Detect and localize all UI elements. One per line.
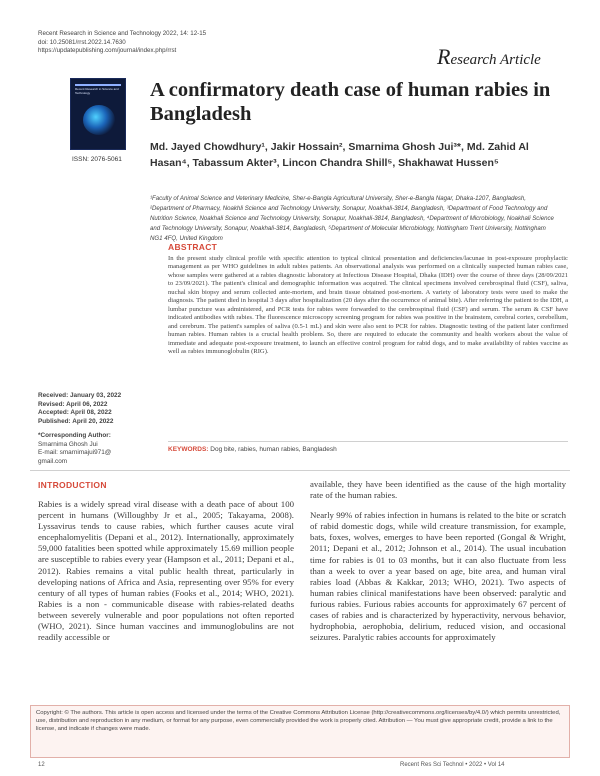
keywords xyxy=(168,446,568,453)
author-list: Md. Jayed Chowdhury¹, Jakir Hossain², Smarnima Ghosh Jui³*, Md. Zahid Al Hasan⁴, Tabassum Akter³, Lincon Chandra Shill⁵, Shakhawat Hussen⁵ xyxy=(150,141,529,169)
journal-cover-image xyxy=(70,78,126,150)
keywords-divider xyxy=(168,441,568,442)
received-date: Received: January 03, 2022 xyxy=(38,392,122,399)
corresponding-email[interactable]: E-mail: smarnimajui971@ gmail.com xyxy=(38,449,112,466)
introduction-heading: INTRODUCTION xyxy=(38,480,107,490)
corresponding-author xyxy=(38,432,138,467)
abstract-text: In the present study clinical profile with specific attention to typical clinical presentation and deficiencies/lacunae in post-exposure prophylactic management as per WHO guidelines in adult rabies patients. An observational analysis was performed on a clinically suspected human rabies case, whose samples were gathered at a rabies diagnostic laboratory at Infectious Disease Hospital, Dhaka (IDH) over the course of three days (28/09/2021 to 23/09/2021). The patient's clinical and demographic information was acquired. The clinical specimens involved cerebrospinal fluid (CSF), saliva, nuchal skin biopsy and serum collected ante-mortem, and brain tissue obtained post-mortem. A variety of laboratory tests were used to make the diagnosis. The patient died in hospital 3 days after hospitalization (20 days after the occurrence of animal bite). After referring the patient to the IDH, a lumbar puncture was administered, and PCR tests for rabies were forwarded to the cerebrospinal fluid (CSF) and serum. The serum & CSF have indicated antibodies with rabies. The fluorescence microscopy screening program for rabies was positive in the brainstem, cerebral cortex, cerebellum, and cerebrum. The patient's samples of saliva (0.5-1 mL) and skin were also sent to PCR for rabies. Diagnostic testing of the patient later confirmed human rabies. Human rabies is a crucial health problem. So, there are required to educate the community and health workers about the value of immediate and adequate post-exposure treatment, to launch an effective control program for rabid dogs, and to make availability of rabies vaccine as well as rabies immunoglobulin (RIG). xyxy=(168,255,568,355)
doi: doi: 10.25081/rrst.2022.14.7630 xyxy=(38,38,126,46)
accepted-date: Accepted: April 08, 2022 xyxy=(38,409,112,416)
published-date: Published: April 20, 2022 xyxy=(38,417,114,425)
article-type xyxy=(437,44,541,70)
journal-header xyxy=(38,30,206,56)
corresponding-label: *Corresponding Author: xyxy=(38,432,111,439)
article-type-initial: R xyxy=(437,44,451,69)
corresponding-name: Smarnima Ghosh Jui xyxy=(38,440,98,448)
keywords-text: Dog bite, rabies, human rabies, Bangladesh xyxy=(210,446,337,453)
article-type-rest: esearch Article xyxy=(450,52,541,68)
cover-bar xyxy=(75,84,121,86)
intro-paragraph-2: available, they have been identified as the cause of the high mortality rate of the human rabies. xyxy=(310,479,566,501)
revised-date: Revised: April 06, 2022 xyxy=(38,400,108,408)
journal-url[interactable]: https://updatepublishing.com/journal/index.php/rrst xyxy=(38,47,177,55)
article-dates xyxy=(38,392,121,426)
issn: ISSN: 2076-5061 xyxy=(72,156,122,163)
body-column-left xyxy=(38,499,294,652)
cover-virus-graphic xyxy=(83,105,115,135)
body-column-right xyxy=(310,479,566,652)
intro-paragraph-1: Rabies is a widely spread viral disease with a death pace of about 100 percent in humans (Willoughby Jr et al., 2005; Takayama, 2008). Lyssavirus tends to cause rabies, which further causes acute viral encephalomyelitis (Depani et al., 2012). Internationally, approximately 59,000 fatalities been spotted while approximately 15.69 million people are susceptible to rabies every year (Hampson et al., 2011; Depani et al., 2012). Rabies remains a vital public health threat, particularly in developing nations of Africa and Asia, representing over 95% for every century of all types of human rabies (Fooks et al., 2014; WHO, 2021). Rabies is a non - communicable disease with rabies-related deaths between severely vulnerable and poor populations not often reported (WHO, 2021). Since human vaccines and immunoglobulins are not readily accessible or xyxy=(38,499,294,643)
section-divider xyxy=(30,470,570,471)
copyright-notice: Copyright: © The authors. This article is open access and licensed under the terms of the Creative Commons Attribution License (http://creativecommons.org/licenses/by/4.0/) which permits unrestricted, use, distribution and reproduction in any medium, or format for any purpose, even commercially provided the work is properly cited. Attribution — You must give appropriate credit, provide a link to the license, and indicate if changes were made. xyxy=(30,705,570,758)
cover-title: Recent Research in Science and Technology xyxy=(75,87,119,95)
affiliations: ¹Faculty of Animal Science and Veterinary Medicine, Sher-e-Bangla Agricultural University, Sher-e-Bangla Nagar, Dhaka-1207, Bangladesh, ²Department of Pharmacy, Noakhli Science and Technology University, Sonapur, Noakhali-3814, Bangladesh, ³Department of Food Technology and Nutrition Science, Noakhali Science and Technology University, Sonapur, Noakhali-3814, Bangladesh, ⁴Department of Microbiology, Noakhali Science and Technology University, Sonapur, Noakhali-3814, Bangladesh, ⁵Department of Molecular Microbiology, Nottingham Trent University, Nottingham NG1 4FQ, United Kingdom xyxy=(150,195,554,242)
footer-journal: Recent Res Sci Technol • 2022 • Vol 14 xyxy=(400,762,505,768)
page-number: 12 xyxy=(38,762,45,768)
abstract-heading: ABSTRACT xyxy=(168,242,218,252)
article-title: A confirmatory death case of human rabies in Bangladesh xyxy=(150,79,551,125)
keywords-label: KEYWORDS: xyxy=(168,446,209,453)
journal-citation: Recent Research in Science and Technology 2022, 14: 12-15 xyxy=(38,30,207,37)
intro-paragraph-3: Nearly 99% of rabies infection in humans is related to the bite or scratch of rabid domestic dogs, while wild creature transmission, for example, bats, foxes, wolves, emerges to have been reported (Gongal & Wright, 2011; Depani et al., 2012; Johnson et al., 2014). The usual incubation time for rabies is 01 to 03 months, but it can also fluctuate from less than a week to over a year based on age, bite area, and human viral rabies load (Abbas & Kakkar, 2013; WHO, 2021). Two aspects of human rabies clinical manifestations have been observed: paralytic and furious rabies. Furious rabies accounts for approximately 67 percent of cases of rabies and is characterized by hyperactivity, nervous behavior, hydrophobia, aerophobia, delirium, reduced vision, and occasional seizures. Paralytic rabies accounts for approximately xyxy=(310,510,566,643)
